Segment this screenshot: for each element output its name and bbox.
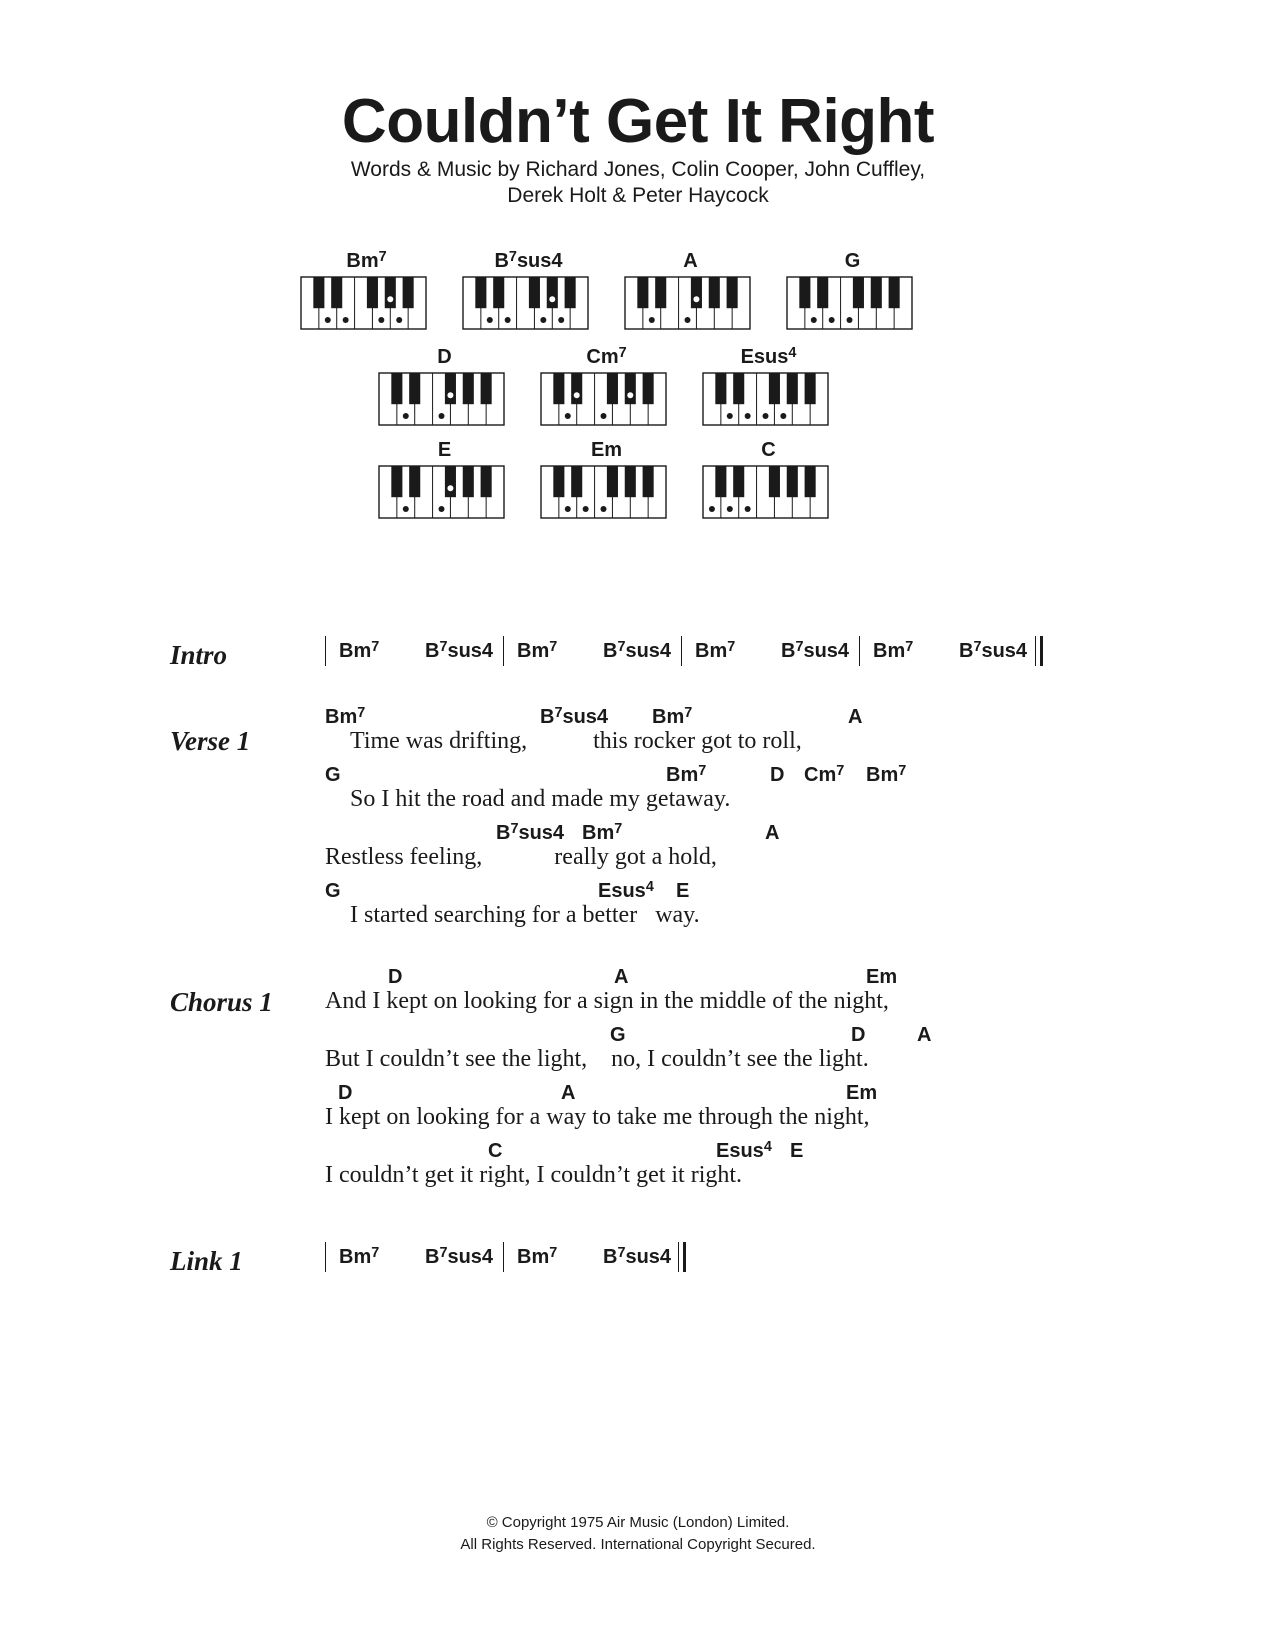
- bar-chord: [873, 640, 913, 663]
- chord-root: G: [325, 880, 341, 902]
- note-dot: [583, 506, 589, 512]
- chord-root: D: [770, 764, 785, 786]
- black-key: [871, 277, 882, 308]
- lyric-line: I couldn’t get it right, I couldn’t get it right.: [325, 1162, 743, 1188]
- bar-line: [325, 1242, 326, 1272]
- chord-suffix: sus4: [625, 640, 672, 662]
- chord-diagram-name: [462, 248, 595, 274]
- lyric-line: So I hit the road and made my getaway.: [350, 786, 731, 812]
- black-key: [391, 373, 402, 404]
- black-key: [769, 373, 780, 404]
- chord-root: C: [761, 439, 776, 461]
- chord-superscript: 7: [727, 638, 736, 655]
- bar-chord: [517, 640, 557, 663]
- note-dot: [343, 317, 349, 323]
- note-dot: [565, 413, 571, 419]
- note-dot: [396, 317, 402, 323]
- note-dot: [709, 506, 715, 512]
- chord-suffix: sus4: [516, 250, 563, 272]
- chord-diagram: [300, 248, 433, 330]
- note-dot: [325, 317, 331, 323]
- final-barline: [678, 1242, 686, 1272]
- black-key: [733, 466, 744, 497]
- note-dot: [540, 317, 546, 323]
- bar-chord: [425, 640, 493, 663]
- chord-diagram: [702, 344, 835, 426]
- chord-suffix: sus4: [447, 1246, 494, 1268]
- chord-diagram-name: [786, 248, 919, 274]
- chord-symbol: [540, 706, 608, 729]
- black-key: [787, 466, 798, 497]
- black-key: [553, 373, 564, 404]
- chord-symbol: [561, 1082, 575, 1105]
- black-key: [643, 373, 654, 404]
- note-dot: [847, 317, 853, 323]
- chord-superscript: 7: [614, 820, 623, 837]
- chord-root: B: [494, 250, 509, 272]
- chord-superscript: 4: [763, 1138, 772, 1155]
- chord-root: A: [561, 1082, 576, 1104]
- chord-root: Bm: [346, 250, 379, 272]
- piano-keyboard: [702, 372, 829, 426]
- bar-line: [681, 636, 682, 666]
- chord-diagram: [786, 248, 919, 330]
- chord-superscript: 7: [371, 638, 380, 655]
- chord-root: E: [437, 439, 452, 461]
- black-key: [889, 277, 900, 308]
- chord-root: B: [959, 640, 974, 662]
- chord-superscript: 7: [439, 1244, 448, 1261]
- black-key: [409, 466, 420, 497]
- chord-root: A: [917, 1024, 932, 1046]
- piano-keyboard: [378, 465, 505, 519]
- black-key: [331, 277, 342, 308]
- chord-diagram-name: [540, 344, 673, 370]
- chord-diagram: [462, 248, 595, 330]
- black-key: [805, 466, 816, 497]
- chord-superscript: 7: [836, 762, 845, 779]
- note-dot: [439, 413, 445, 419]
- black-key: [445, 466, 456, 497]
- note-dot: [549, 296, 555, 302]
- chord-root: B: [603, 640, 618, 662]
- copyright-line-1: © Copyright 1975 Air Music (London) Limited.: [486, 1514, 790, 1531]
- black-key: [715, 373, 726, 404]
- lyric-line: I kept on looking for a way to take me through the night,: [325, 1104, 870, 1130]
- note-dot: [649, 317, 655, 323]
- chord-root: Em: [846, 1082, 878, 1104]
- black-key: [769, 466, 780, 497]
- note-dot: [565, 506, 571, 512]
- piano-keyboard: [786, 276, 913, 330]
- chord-symbol: [866, 966, 897, 989]
- chord-symbol: [325, 706, 365, 729]
- final-barline: [1035, 636, 1043, 666]
- piano-keyboard: [300, 276, 427, 330]
- chord-root: G: [844, 250, 861, 272]
- section-label-verse-1: Verse 1: [170, 726, 251, 756]
- chord-root: D: [338, 1082, 353, 1104]
- copyright-line-2: All Rights Reserved. International Copyright Secured.: [460, 1536, 816, 1553]
- chord-symbol: [338, 1082, 352, 1105]
- chord-superscript: 4: [645, 878, 654, 895]
- chord-symbol: [614, 966, 628, 989]
- chord-diagram: [378, 344, 511, 426]
- black-key: [727, 277, 738, 308]
- chord-symbol: [716, 1140, 772, 1163]
- black-key: [403, 277, 414, 308]
- chord-superscript: 7: [439, 638, 448, 655]
- chord-diagram: [624, 248, 757, 330]
- black-key: [607, 466, 618, 497]
- chord-root: Bm: [339, 1246, 372, 1268]
- black-key: [481, 466, 492, 497]
- bar-chord: [959, 640, 1027, 663]
- black-key: [553, 466, 564, 497]
- bar-chord: [603, 1246, 671, 1269]
- black-key: [607, 373, 618, 404]
- chord-symbol: [804, 764, 844, 787]
- bar-line: [325, 636, 326, 666]
- copyright-notice: [0, 1512, 1276, 1556]
- chord-diagram-name: [300, 248, 433, 274]
- chord-root: Bm: [325, 706, 358, 728]
- chord-suffix: sus4: [625, 1246, 672, 1268]
- chord-root: Cm: [804, 764, 837, 786]
- note-dot: [685, 317, 691, 323]
- chord-symbol: [770, 764, 784, 787]
- chord-diagram: [540, 437, 673, 519]
- chord-root: Cm: [586, 346, 619, 368]
- chord-root: D: [851, 1024, 866, 1046]
- chord-root: A: [765, 822, 780, 844]
- chord-superscript: 7: [549, 638, 558, 655]
- piano-keyboard: [540, 372, 667, 426]
- chord-root: Esus: [598, 880, 646, 902]
- chord-superscript: 7: [795, 638, 804, 655]
- chord-diagram-name: [378, 437, 511, 463]
- bar-chord: [517, 1246, 557, 1269]
- note-dot: [727, 413, 733, 419]
- link-1-bars: [0, 1242, 1276, 1274]
- black-key: [493, 277, 504, 308]
- chord-root: Em: [590, 439, 623, 461]
- chord-root: A: [614, 966, 629, 988]
- chord-root: C: [488, 1140, 503, 1162]
- chord-superscript: 7: [508, 248, 517, 265]
- bar-line: [503, 1242, 504, 1272]
- note-dot: [403, 413, 409, 419]
- chord-root: Bm: [695, 640, 728, 662]
- chord-symbol: [666, 764, 706, 787]
- chord-symbol: [676, 880, 689, 903]
- chord-symbol: [917, 1024, 931, 1047]
- note-dot: [505, 317, 511, 323]
- bar-chord: [425, 1246, 493, 1269]
- bar-line: [503, 636, 504, 666]
- chord-suffix: sus4: [518, 822, 565, 844]
- black-key: [691, 277, 702, 308]
- note-dot: [487, 317, 493, 323]
- chord-root: A: [683, 250, 698, 272]
- lyric-line: I started searching for a better way.: [350, 902, 700, 928]
- chord-root: A: [848, 706, 863, 728]
- lyric-line: Time was drifting, this rocker got to roll,: [350, 728, 802, 754]
- chord-root: Esus: [716, 1140, 764, 1162]
- chord-suffix: sus4: [803, 640, 850, 662]
- chord-diagram: [378, 437, 511, 519]
- black-key: [367, 277, 378, 308]
- chord-root: Esus: [740, 346, 789, 368]
- section-label-intro: Intro: [170, 640, 228, 670]
- chord-diagram-name: [540, 437, 673, 463]
- chord-symbol: [325, 764, 341, 787]
- chord-suffix: sus4: [447, 640, 494, 662]
- piano-keyboard: [540, 465, 667, 519]
- note-dot: [745, 413, 751, 419]
- black-key: [313, 277, 324, 308]
- chord-symbol: [610, 1024, 626, 1047]
- note-dot: [387, 296, 393, 302]
- chord-root: B: [781, 640, 796, 662]
- note-dot: [601, 506, 607, 512]
- chord-superscript: 7: [554, 704, 563, 721]
- note-dot: [439, 506, 445, 512]
- chord-root: G: [610, 1024, 626, 1046]
- black-key: [655, 277, 666, 308]
- chord-superscript: 7: [371, 1244, 380, 1261]
- bar-chord: [781, 640, 849, 663]
- chord-root: E: [790, 1140, 804, 1162]
- chord-symbol: [325, 880, 341, 903]
- black-key: [709, 277, 720, 308]
- black-key: [733, 373, 744, 404]
- chord-root: D: [437, 346, 452, 368]
- piano-keyboard: [378, 372, 505, 426]
- black-key: [547, 277, 558, 308]
- note-dot: [693, 296, 699, 302]
- chord-superscript: 7: [898, 762, 907, 779]
- note-dot: [829, 317, 835, 323]
- note-dot: [378, 317, 384, 323]
- note-dot: [627, 392, 633, 398]
- chord-symbol: [598, 880, 654, 903]
- chord-root: Bm: [873, 640, 906, 662]
- chord-symbol: [652, 706, 692, 729]
- piano-keyboard: [462, 276, 589, 330]
- black-key: [463, 466, 474, 497]
- song-title: Couldn’t Get It Right: [341, 87, 935, 156]
- black-key: [715, 466, 726, 497]
- chord-root: B: [425, 1246, 440, 1268]
- chord-diagram: [702, 437, 835, 519]
- black-key: [463, 373, 474, 404]
- chord-symbol: [488, 1140, 502, 1163]
- chord-root: B: [540, 706, 555, 728]
- chord-symbol: [846, 1082, 877, 1105]
- chord-symbol: [790, 1140, 803, 1163]
- chord-root: B: [425, 640, 440, 662]
- chord-superscript: 7: [549, 1244, 558, 1261]
- chord-diagram-name: [378, 344, 511, 370]
- chord-suffix: sus4: [562, 706, 609, 728]
- piano-keyboard: [624, 276, 751, 330]
- bar-chord: [695, 640, 735, 663]
- note-dot: [447, 485, 453, 491]
- intro-bars: [0, 636, 1276, 668]
- chord-symbol: [496, 822, 564, 845]
- chord-suffix: sus4: [981, 640, 1028, 662]
- black-key: [637, 277, 648, 308]
- lyric-line: And I kept on looking for a sign in the middle of the night,: [325, 988, 889, 1014]
- note-dot: [558, 317, 564, 323]
- chord-superscript: 4: [788, 344, 797, 361]
- chord-diagram-name: [624, 248, 757, 274]
- note-dot: [403, 506, 409, 512]
- bar-chord: [603, 640, 671, 663]
- chord-superscript: 7: [357, 704, 366, 721]
- chord-superscript: 7: [698, 762, 707, 779]
- lyric-line: But I couldn’t see the light, no, I couldn’t see the light.: [325, 1046, 869, 1072]
- note-dot: [574, 392, 580, 398]
- chord-diagram: [540, 344, 673, 426]
- chord-superscript: 7: [510, 820, 519, 837]
- chord-root: Bm: [517, 1246, 550, 1268]
- chord-superscript: 7: [617, 1244, 626, 1261]
- note-dot: [745, 506, 751, 512]
- chord-symbol: [388, 966, 402, 989]
- chord-superscript: 7: [378, 248, 387, 265]
- chord-root: Bm: [582, 822, 615, 844]
- section-label-link-1: Link 1: [170, 1246, 243, 1276]
- black-key: [445, 373, 456, 404]
- chord-root: E: [676, 880, 690, 902]
- note-dot: [811, 317, 817, 323]
- black-key: [481, 373, 492, 404]
- black-key: [643, 466, 654, 497]
- chord-symbol: [848, 706, 862, 729]
- credits-line-2: Derek Holt & Peter Haycock: [507, 184, 769, 207]
- black-key: [787, 373, 798, 404]
- note-dot: [447, 392, 453, 398]
- lyric-line: Restless feeling, really got a hold,: [325, 844, 717, 870]
- chord-root: Bm: [517, 640, 550, 662]
- chord-symbol: [851, 1024, 865, 1047]
- chord-symbol: [866, 764, 906, 787]
- note-dot: [763, 413, 769, 419]
- note-dot: [727, 506, 733, 512]
- black-key: [571, 373, 582, 404]
- chord-superscript: 7: [905, 638, 914, 655]
- bar-line: [859, 636, 860, 666]
- note-dot: [780, 413, 786, 419]
- chord-root: Bm: [339, 640, 372, 662]
- chord-diagram-grid: [0, 0, 1276, 560]
- chord-diagram-name: [702, 437, 835, 463]
- black-key: [385, 277, 396, 308]
- black-key: [817, 277, 828, 308]
- black-key: [565, 277, 576, 308]
- chord-superscript: 7: [617, 638, 626, 655]
- bar-chord: [339, 1246, 379, 1269]
- chord-diagram-name: [702, 344, 835, 370]
- chord-root: D: [388, 966, 403, 988]
- black-key: [571, 466, 582, 497]
- chord-root: Bm: [866, 764, 899, 786]
- note-dot: [601, 413, 607, 419]
- chord-root: Bm: [666, 764, 699, 786]
- black-key: [475, 277, 486, 308]
- credits-line-1: Words & Music by Richard Jones, Colin Cooper, John Cuffley,: [350, 158, 926, 181]
- chord-symbol: [765, 822, 779, 845]
- black-key: [805, 373, 816, 404]
- chord-root: Em: [866, 966, 898, 988]
- black-key: [529, 277, 540, 308]
- piano-keyboard: [702, 465, 829, 519]
- chord-symbol: [582, 822, 622, 845]
- chord-root: G: [325, 764, 341, 786]
- black-key: [409, 373, 420, 404]
- black-key: [625, 466, 636, 497]
- chord-root: B: [496, 822, 511, 844]
- chord-superscript: 7: [973, 638, 982, 655]
- black-key: [625, 373, 636, 404]
- chord-superscript: 7: [618, 344, 627, 361]
- chord-superscript: 7: [684, 704, 693, 721]
- black-key: [853, 277, 864, 308]
- chord-root: B: [603, 1246, 618, 1268]
- chord-root: Bm: [652, 706, 685, 728]
- black-key: [799, 277, 810, 308]
- section-label-chorus-1: Chorus 1: [170, 987, 273, 1017]
- black-key: [391, 466, 402, 497]
- bar-chord: [339, 640, 379, 663]
